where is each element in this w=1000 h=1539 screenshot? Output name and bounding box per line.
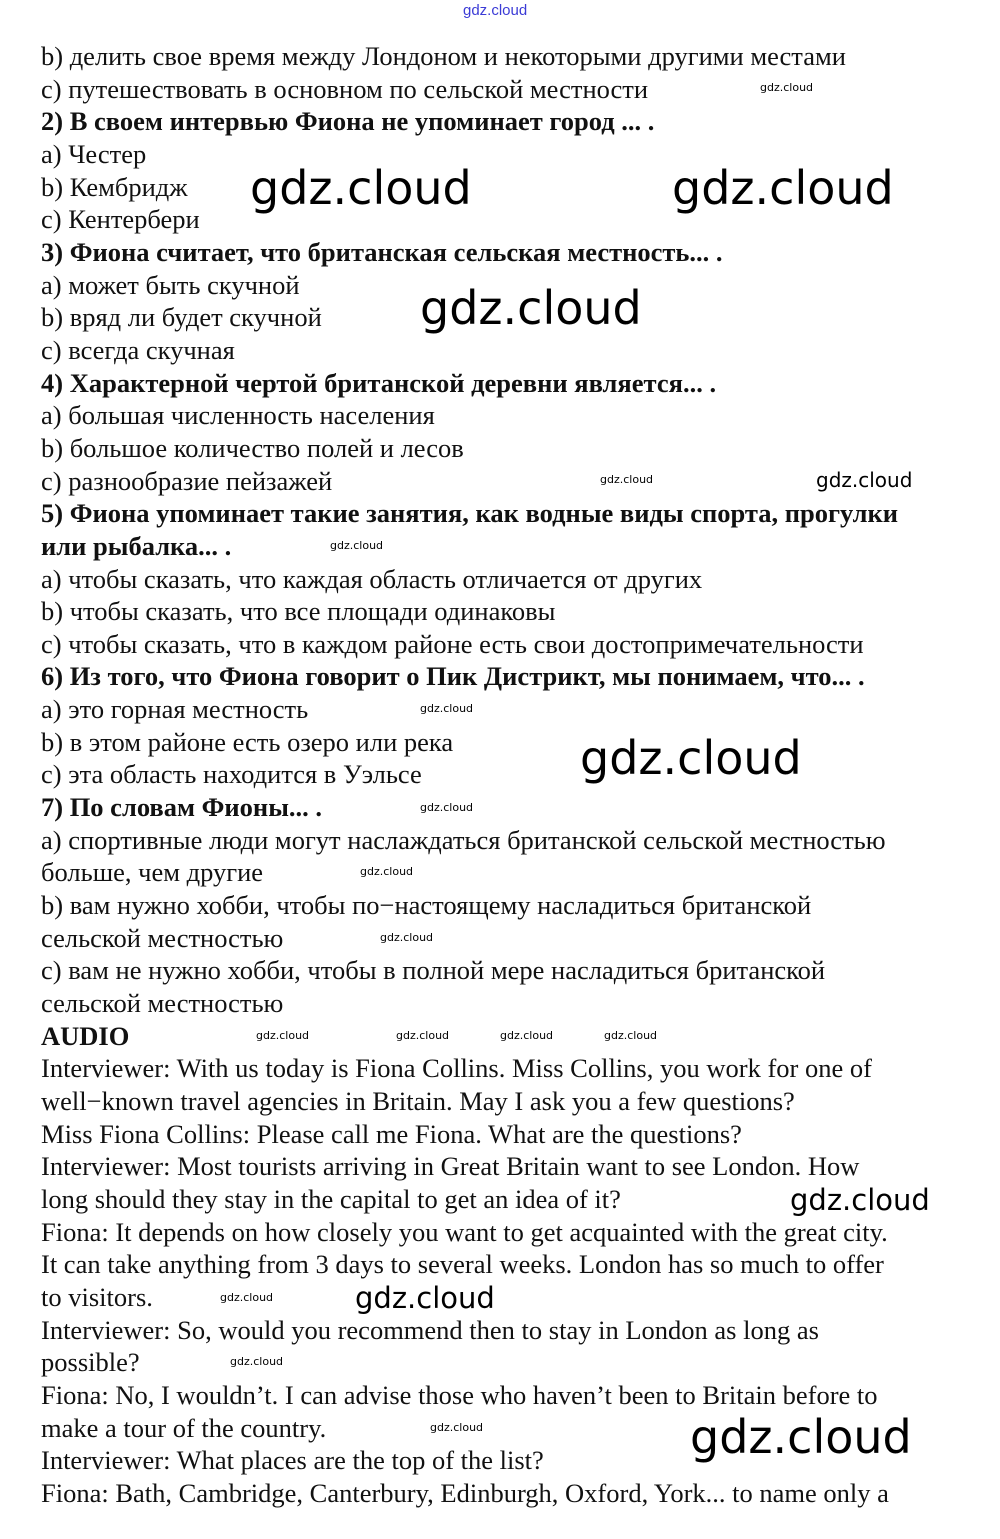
question-heading-line: 4) Характерной чертой британской деревни является... . — [41, 367, 717, 398]
watermark: gdz.cloud — [604, 1029, 658, 1042]
text-line: c) эта область находится в Уэльсе — [41, 759, 422, 790]
text-line: b) большое количество полей и лесов — [41, 432, 464, 463]
watermark: gdz.cloud — [420, 801, 474, 814]
text-line: a) может быть скучной — [41, 269, 300, 300]
text-line: b) вам нужно хобби, чтобы по−настоящему насладиться британской — [41, 890, 812, 921]
watermark: gdz.cloud — [760, 81, 814, 94]
text-line: больше, чем другие — [41, 857, 264, 888]
text-line: Fiona: It depends on how closely you want to get acquainted with the great city. — [41, 1216, 888, 1247]
text-line: well−known travel agencies in Britain. May I ask you a few questions? — [41, 1086, 795, 1116]
watermark: gdz.cloud — [420, 281, 642, 335]
text-line: c) чтобы сказать, что в каждом районе есть свои достопримечательности — [41, 628, 864, 659]
text-line: Miss Fiona Collins: Please call me Fiona. What are the questions? — [41, 1118, 742, 1149]
watermark: gdz.cloud — [790, 1183, 930, 1217]
text-line: Interviewer: So, would you recommend then to stay in London as long as — [41, 1314, 819, 1345]
text-line: c) путешествовать в основном по сельской местности — [41, 73, 649, 104]
text-line: сельской местностью — [41, 922, 284, 953]
watermark: gdz.cloud — [250, 161, 472, 215]
text-line: c) разнообразие пейзажей — [41, 465, 333, 496]
text-line: сельской местностью — [41, 988, 284, 1019]
watermark: gdz.cloud — [430, 1421, 484, 1434]
text-line: c) вам не нужно хобби, чтобы в полной мере насладиться британской — [41, 955, 826, 986]
watermark: gdz.cloud — [816, 468, 913, 492]
watermark: gdz.cloud — [672, 161, 894, 215]
text-line: Interviewer: With us today is Fiona Collins. Miss Collins, you work for one of — [41, 1053, 872, 1084]
text-line: Fiona: No, I wouldn’t. I can advise those who haven’t been to Britain before to — [41, 1379, 878, 1410]
text-line: a) это горная местность — [41, 694, 309, 725]
watermark: gdz.cloud — [230, 1355, 284, 1368]
text-line: b) чтобы сказать, что все площади одинаковы — [41, 596, 556, 627]
watermark: gdz.cloud — [396, 1029, 450, 1042]
question-heading-line: 7) По словам Фионы... . — [41, 792, 323, 823]
question-heading-line: AUDIO — [41, 1020, 130, 1051]
question-heading-line: или рыбалка... . — [41, 530, 232, 561]
watermark: gdz.cloud — [330, 539, 384, 552]
text-line: c) Кентербери — [41, 204, 200, 235]
text-line: a) большая численность населения — [41, 400, 435, 431]
text-line: c) всегда скучная — [41, 334, 235, 365]
watermark: gdz.cloud — [690, 1410, 912, 1464]
text-line: long should they stay in the capital to get an idea of it? — [41, 1183, 621, 1214]
text-line: a) чтобы сказать, что каждая область отличается от других — [41, 563, 703, 594]
watermark: gdz.cloud — [220, 1291, 274, 1304]
watermark: gdz.cloud — [360, 865, 414, 878]
watermark: gdz.cloud — [580, 731, 802, 785]
text-line: a) Честер — [41, 138, 147, 169]
watermark: gdz.cloud — [500, 1029, 554, 1042]
question-heading-line: 2) В своем интервью Фиона не упоминает город ... . — [41, 106, 655, 137]
text-line: It can take anything from 3 days to several weeks. London has so much to offer — [41, 1249, 884, 1280]
text-line: make a tour of the country. — [41, 1412, 327, 1443]
watermark: gdz.cloud — [420, 702, 474, 715]
text-line: to visitors. — [41, 1281, 153, 1312]
question-heading-line: 6) Из того, что Фиона говорит о Пик Дистрикт, мы понимаем, что... . — [41, 661, 865, 692]
question-heading-line: 3) Фиона считает, что британская сельская местность... . — [41, 236, 723, 267]
text-line: b) вряд ли будет скучной — [41, 302, 322, 333]
text-line: b) в этом районе есть озеро или река — [41, 726, 454, 757]
text-line: a) спортивные люди могут наслаждаться британской сельской местностью — [41, 824, 886, 855]
watermark: gdz.cloud — [600, 473, 654, 486]
watermark: gdz.cloud — [380, 931, 434, 944]
text-line: Interviewer: Most tourists arriving in Great Britain want to see London. How — [41, 1151, 860, 1182]
watermark: gdz.cloud — [256, 1029, 310, 1042]
question-heading-line: 5) Фиона упоминает такие занятия, как водные виды спорта, прогулки — [41, 498, 898, 529]
watermark: gdz.cloud — [355, 1281, 495, 1315]
text-line: b) Кембридж — [41, 171, 188, 202]
text-line: b) делить свое время между Лондоном и некоторыми другими местами — [41, 41, 846, 71]
text-line: possible? — [41, 1347, 140, 1378]
text-line: Interviewer: What places are the top of the list? — [41, 1445, 544, 1476]
text-line: Fiona: Bath, Cambridge, Canterbury, Edinburgh, Oxford, York... to name only a — [41, 1477, 889, 1508]
watermark-header: gdz.cloud — [463, 2, 528, 19]
